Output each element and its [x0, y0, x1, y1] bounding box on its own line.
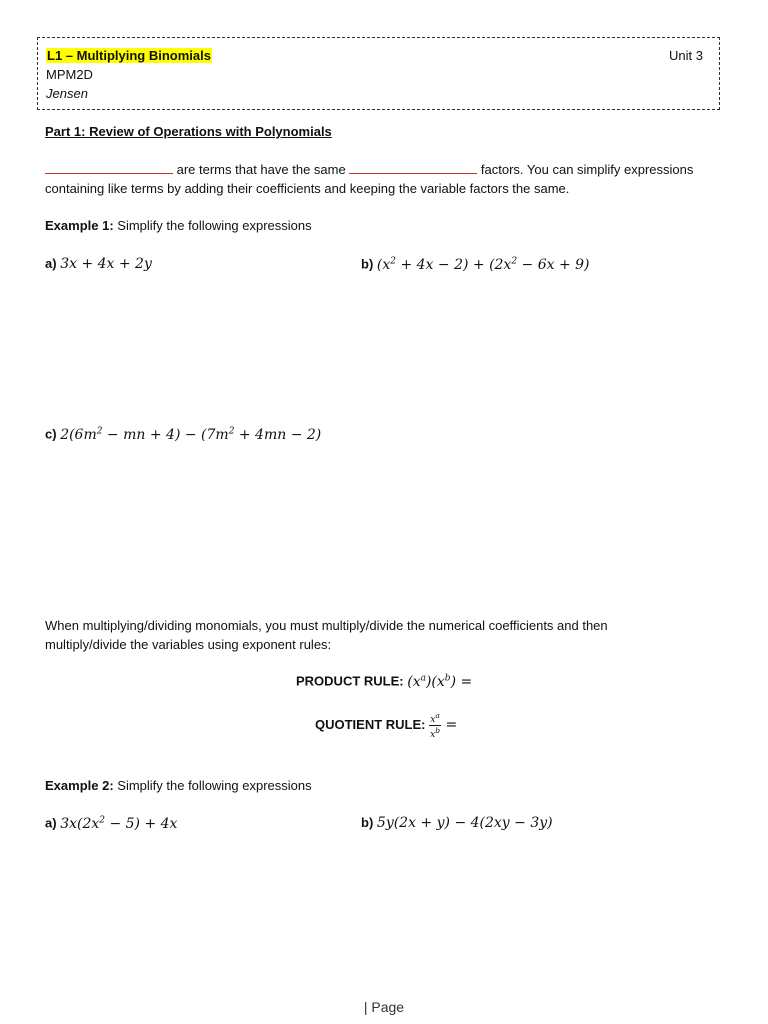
example1-b-expression: $(x^2 + 4x - 2) + (2x^2 - 6x + 9)$ — [376, 256, 590, 273]
product-rule — [296, 673, 472, 690]
fill-blank-1[interactable] — [45, 162, 173, 174]
example2-label: Example 2: — [45, 778, 114, 793]
example2-b-label: b) — [361, 815, 374, 830]
product-rule-expression: $(x^a)(x^b)$ = — [407, 673, 473, 690]
example2-b-expression: 5y(2x + y) − 4(2xy − 3y) — [376, 815, 553, 831]
example1-label: Example 1: — [45, 218, 114, 233]
product-rule-label: PRODUCT RULE: — [296, 673, 404, 689]
example2-heading — [45, 778, 312, 793]
example1-heading — [45, 218, 312, 233]
quotient-rule-fraction: $\frac{x^a}{x^b}$ — [430, 711, 441, 740]
monomial-line1: When multiplying/dividing monomials, you must multiply/divide the numerical coefficients and then — [45, 618, 608, 633]
quotient-rule — [315, 711, 457, 740]
example1-b — [361, 256, 590, 273]
example1-instruction: Simplify the following expressions — [113, 218, 312, 233]
example2-a — [45, 815, 177, 832]
part1-heading: Part 1: Review of Operations with Polynomials — [45, 124, 332, 139]
course-code: MPM2D — [46, 67, 93, 82]
example1-c-expression: $2(6m^2$ − mn + $4) - (7m^2 + 4mn - 2)$ — [60, 426, 322, 443]
example2-a-expression: $3x(2x^2 - 5) + 4x$ — [60, 815, 178, 832]
teacher-name: Jensen — [46, 86, 88, 101]
fill-blank-2[interactable] — [349, 162, 477, 174]
example1-a-label: a) — [45, 256, 57, 271]
intro-line2-text: containing like terms by adding their coefficients and keeping the variable factors the same. — [45, 181, 570, 196]
intro-mid-text: are terms that have the same — [173, 162, 350, 177]
example2-a-label: a) — [45, 815, 57, 831]
monomial-line2: multiply/divide the variables using exponent rules: — [45, 637, 332, 652]
header-box — [37, 37, 720, 110]
example2-b — [361, 815, 553, 831]
example1-a-expression: 3x + 4x + 2y — [60, 256, 152, 272]
example1-b-label: b) — [361, 256, 374, 272]
quotient-rule-equals: = — [441, 716, 458, 733]
page-footer: | Page — [363, 999, 405, 1015]
monomial-paragraph — [45, 616, 725, 654]
lesson-title: L1 – Multiplying Binomials — [47, 48, 211, 63]
example1-c — [45, 426, 321, 443]
quotient-rule-label: QUOTIENT RULE: — [315, 716, 426, 732]
example1-a — [45, 256, 152, 272]
intro-end-text: factors. You can simplify expressions — [477, 162, 694, 177]
example2-instruction: Simplify the following expressions — [113, 778, 312, 793]
example1-c-label: c) — [45, 426, 57, 442]
unit-label: Unit 3 — [669, 48, 703, 63]
like-terms-paragraph — [45, 160, 725, 198]
